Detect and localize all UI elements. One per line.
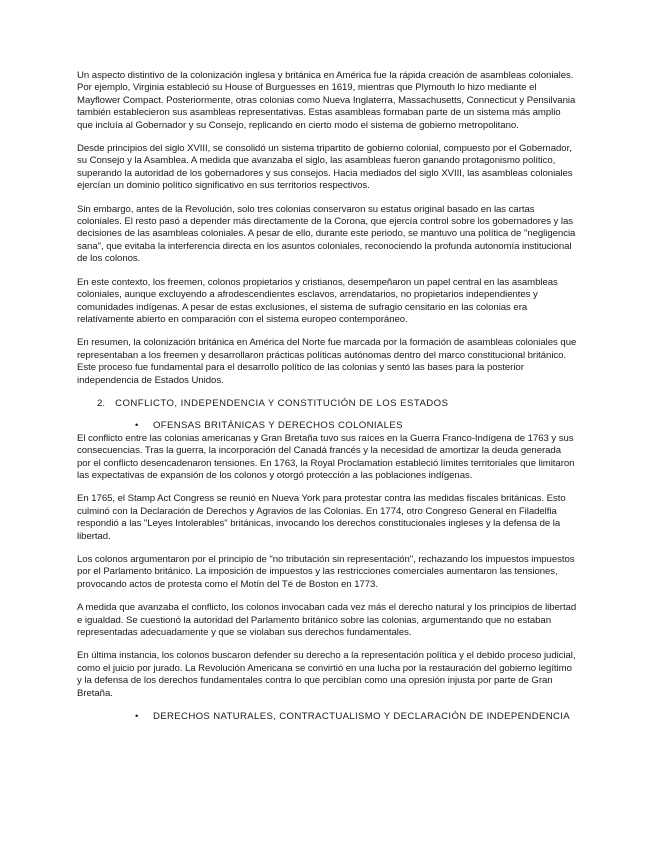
- subsection-title-1: OFENSAS BRITÁNICAS Y DERECHOS COLONIALES: [153, 420, 403, 432]
- document-page: [77, 70, 577, 723]
- section-heading: [77, 398, 577, 410]
- bullet-icon: •: [135, 711, 139, 723]
- subsection-paragraph-3: Los colonos argumentaron por el principio de "no tributación sin representación", rechazando los impuestos impuestos por el Parlamento británico. La imposición de impuestos y las restricciones comerciales aumentaron las tensiones, provocando actos de protesta como el Motín del Té de Boston en 1773.: [77, 554, 575, 590]
- intro-paragraph-4: En este contexto, los freemen, colonos propietarios y cristianos, desempeñaron un papel central en las asambleas coloniales, aunque excluyendo a afrodescendientes esclavos, arrendatarios, no propietarios independientes y comunidades indígenas. A pesar de estas exclusiones, el sistema de sufragio censitario en las colonias era relativamente abierto en comparación con el sistema europeo contemporáneo.: [77, 276, 558, 325]
- section-number: 2.: [97, 397, 106, 409]
- subsection-heading-1: [77, 420, 577, 432]
- subsection-paragraph-5: En última instancia, los colonos buscaron defender su derecho a la representación política y el debido proceso judicial, como el juicio por jurado. La Revolución Americana se convirtió en una lucha por la restauración del gobierno legítimo y la defensa de los derechos fundamentales contra lo que percibían como una opresión injusta por parte de Gran Bretaña.: [77, 650, 576, 699]
- subsection-heading-2: [77, 711, 577, 723]
- intro-paragraph-2: Desde principios del siglo XVIII, se consolidó un sistema tripartito de gobierno colonial, compuesto por el Gobernador, su Consejo y la Asamblea. A medida que avanzaba el siglo, las asambleas fueron ganando protagonismo político, superando la autoridad de los gobernadores y sus consejos. Hacia mediados del siglo XVIII, las asambleas coloniales ejercían un dominio político significativo en sus territorios respectivos.: [77, 143, 573, 192]
- section-title: CONFLICTO, INDEPENDENCIA Y CONSTITUCIÓN DE LOS ESTADOS: [115, 397, 449, 409]
- intro-paragraph-1: Un aspecto distintivo de la colonización inglesa y británica en América fue la rápida creación de asambleas coloniales. Por ejemplo, Virginia estableció su House of Burguesses en 1619, mientras que Plymouth lo hizo mediante el Mayflower Compact. Posteriormente, otras colonias como Nueva Inglaterra, Massachusetts, Connecticut y Pensilvania también establecieron sus asambleas representativas. Estas asambleas formaban parte de un sistema más amplio que incluía al Gobernador y su Consejo, replicando en cierto modo el sistema de gobierno metropolitano.: [77, 70, 576, 131]
- subsection-title-2: DERECHOS NATURALES, CONTRACTUALISMO Y DECLARACIÓN DE INDEPENDENCIA: [153, 711, 571, 723]
- intro-paragraph-5: En resumen, la colonización británica en América del Norte fue marcada por la formación de asambleas coloniales que representaban a los freemen y desarrollaron prácticas políticas autónomas dentro del marco constitucional británico. Este proceso fue fundamental para el desarrollo político de las colonias y sentó las bases para la posterior independencia de Estados Unidos.: [77, 337, 577, 386]
- subsection-paragraph-2: En 1765, el Stamp Act Congress se reunió en Nueva York para protestar contra las medidas fiscales británicas. Esto culminó con la Declaración de Derechos y Agravios de las Colonias. En 1774, otro Congreso General en Filadelfia respondió a las "Leyes Intolerables" británicas, invocando los derechos constitucionales ingleses y la defensa de la libertad.: [77, 493, 566, 542]
- subsection-paragraph-1: El conflicto entre las colonias americanas y Gran Bretaña tuvo sus raíces en la Guerra Franco-Indígena de 1763 y sus consecuencias. Tras la guerra, la incorporación del Canadá francés y la necesidad de amortizar la deuda generada por el conflicto desencadenaron tensiones. En 1763, la Royal Proclamation estableció límites territoriales que limitaron las expectativas de expansión de los colonos y otorgó protección a las poblaciones indígenas.: [77, 432, 575, 481]
- subsection-paragraph-4: A medida que avanzaba el conflicto, los colonos invocaban cada vez más el derecho natural y los principios de libertad e igualdad. Se cuestionó la autoridad del Parlamento británico sobre las colonias, argumentando que no estaban representadas adecuadamente y que se violaban sus derechos fundamentales.: [77, 602, 577, 639]
- intro-paragraph-3: Sin embargo, antes de la Revolución, solo tres colonias conservaron su estatus original basado en las cartas coloniales. El resto pasó a depender más directamente de la Corona, que ejercía control sobre los gobernadores y las decisiones de las asambleas coloniales. A pesar de ello, durante este periodo, se mantuvo una política de "negligencia sana", que evitaba la interferencia directa en los asuntos coloniales, reconociendo la profunda autonomía institucional de los colonos.: [77, 203, 576, 265]
- bullet-icon: •: [135, 420, 139, 432]
